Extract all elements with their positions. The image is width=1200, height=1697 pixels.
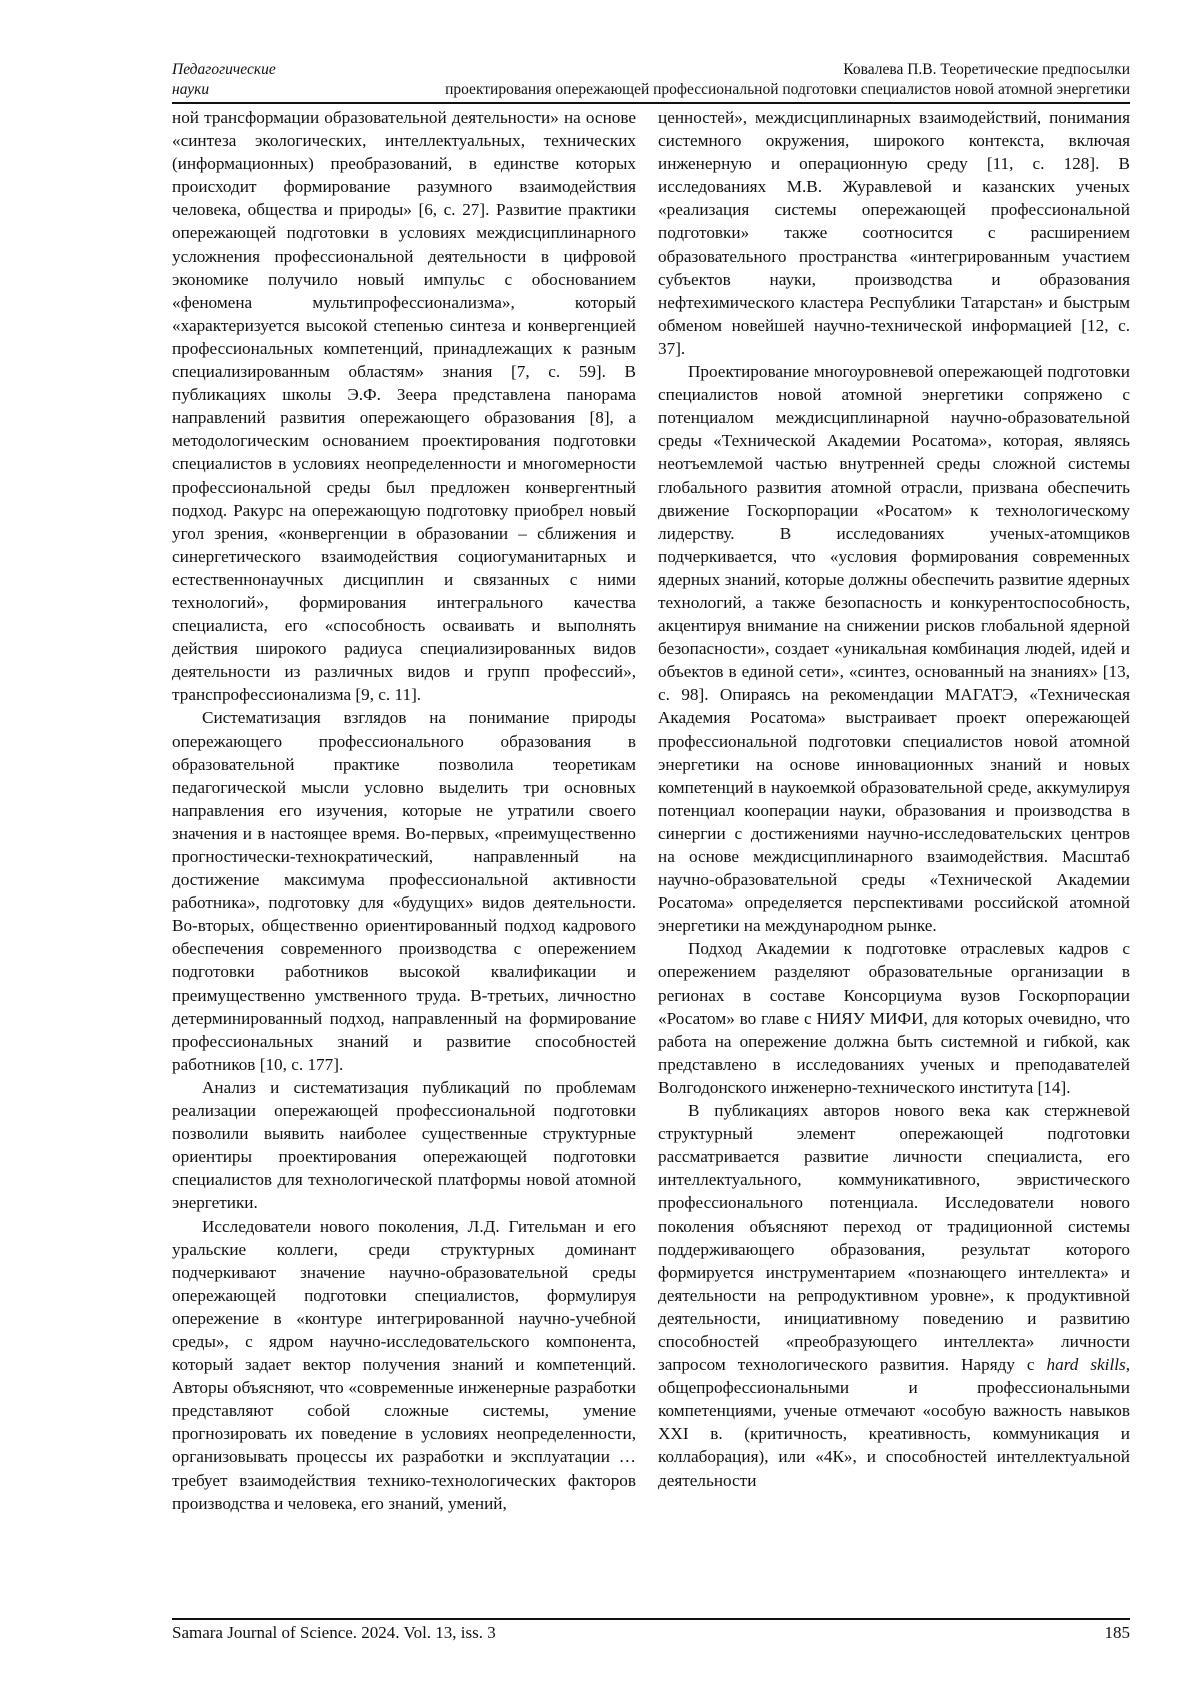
article-title-line1: Ковалева П.В. Теоретические предпосылки	[843, 61, 1130, 78]
paragraph-with-italic	[658, 1099, 1130, 1492]
right-column	[658, 106, 1130, 1492]
journal-citation: Samara Journal of Science. 2024. Vol. 13, iss. 3	[172, 1623, 496, 1642]
paragraph: Исследователи нового поколения, Л.Д. Гительман и его уральские коллеги, среди структурных доминант подчеркивают значение научно-образовательной среды опережающей подготовки специалистов, формулируя опережение в «контуре интегрированной научно-учебной среды», с ядром научно-исследовательского компонента, который задает вектор получения знаний и компетенций. Авторы объясняют, что «современные инженерные разработки представляют собой сложные системы, умение прогнозировать их поведение в условиях неопределенности, организовывать процессы их разработки и эксплуатации … требует взаимодействия технико-технологических факторов производства и человека, его знаний, умений,	[172, 1216, 636, 1513]
header-divider	[172, 102, 1130, 104]
paragraph: Анализ и систематизация публикаций по проблемам реализации опережающей профессиональной подготовки позволили выявить наиболее существенные структурные ориентиры проектирования опережающей подготовки специалистов для технологической платформы новой атомной энергетики.	[172, 1077, 636, 1213]
paragraph: Подход Академии к подготовке отраслевых кадров с опережением разделяют образовательные организации в регионах в составе Консорциума вузов Госкорпорации «Росатом» во главе с НИЯУ МИФИ, для которых очевидно, что работа на опережение должна быть системной и гибкой, как представлено в исследованиях ученых и преподавателей Волгодонского инженерно-технического института [14].	[658, 939, 1130, 1097]
left-column	[172, 106, 636, 1515]
footer-divider	[172, 1618, 1130, 1620]
paragraph: Проектирование многоуровневой опережающей подготовки специалистов новой атомной энергетики сопряжено с потенциалом междисциплинарной научно-образовательной среды «Технической Академии Росатома», которая, являясь неотъемлемой частью внутренней среды сложной системы глобального развития атомной отрасли, призвана обеспечить движение Госкорпорации «Росатом» к технологическому лидерству. В исследованиях ученых-атомщиков подчеркивается, что «условия формирования современных ядерных знаний, которые должны обеспечить развитие ядерных технологий, а также безопасность и конкурентоспособность, акцентируя внимание на снижении рисков глобальной ядерной безопасности», создает «уникальная комбинация людей, идей и объектов в единой сети», «синтез, основанный на знаниях» [13, с. 98]. Опираясь на рекомендации МАГАТЭ, «Техническая Академия Росатома» выстраивает проект опережающей профессиональной подготовки специалистов новой атомной энергетики на основе инновационных знаний и новых компетенций в наукоемкой образовательной среде, аккумулируя потенциал кооперации науки, образования и производства в синергии с достижениями научно-исследовательских центров на основе междисциплинарного взаимодействия. Масштаб научно-образовательной среды «Технической Академии Росатома» определяется перспективами российской атомной энергетики на международном рынке.	[658, 362, 1130, 936]
paragraph: ной трансформации образовательной деятельности» на основе «синтеза экологических, интеллектуальных, технических (информационных) преобразований, в единстве которых происходит формирование разумного взаимодействия человека, общества и природы» [6, с. 27]. Развитие практики опережающей подготовки в условиях междисциплинарного усложнения профессиональной деятельности в цифровой экономике получило новый импульс с обоснованием «феномена мультипрофессионализма», который «характеризуется высокой степенью синтеза и конвергенцией профессиональных компетенций, принадлежащих к разным специализированным областям» знания [7, с. 59]. В публикациях школы Э.Ф. Зеера представлена панорама направлений развития опережающего образования [8], а методологическим основанием проектирования подготовки специалистов в условиях неопределенности и многомерности профессиональной среды был предложен конвергентный подход. Ракурс на опережающую подготовку приобрел новый угол зрения, «конвергенции в образовании – сближения и синергетического взаимодействия социогуманитарных и естественнонаучных дисциплин и связанных с ними технологий», формирования интегрального качества специалиста, его «способность осваивать и выполнять действия широкого радиуса специализированных видов деятельности из различных видов и групп профессий», транспрофессионализма [9, с. 11].	[172, 108, 636, 705]
paragraph: Систематизация взглядов на понимание природы опережающего профессионального образования в образовательной практике позволила теоретикам педагогической мысли условно выделить три основных направления его изучения, которые не утратили своего значения и в настоящее время. Во-первых, «преимущественно прогностически-технократический, направленный на достижение максимума профессиональной активности работника», подготовку для «будущих» видов деятельности. Во-вторых, общественно ориентированный подход кадрового обеспечения современного производства с опережением подготовки работников высокой квалификации и преимущественно умственного труда. В-третьих, личностно детерминированный подход, направленный на формирование профессиональных знаний и развитие способностей работников [10, с. 177].	[172, 708, 636, 1074]
page-number: 185	[1104, 1623, 1130, 1642]
section-label	[172, 60, 276, 100]
paragraph-tail: , общепрофессиональными и профессиональными компетенциями, ученые отмечают «особую важность навыков XXI в. (критичность, креативность, коммуникация и коллаборация), или «4К», и способностей интеллектуальной деятельности	[658, 1355, 1130, 1490]
running-header	[172, 60, 1130, 106]
section-label-line1: Педагогические	[172, 61, 276, 78]
paragraph-text: В публикациях авторов нового века как стержневой структурный элемент опережающей подготовки рассматривается развитие личности специалиста, его интеллектуального, коммуникативного, эвристического профессионального потенциала. Исследователи нового поколения объясняют переход от традиционной системы поддерживающего образования, результат которого формируется инструментарием «познающего интеллекта» и деятельности на репродуктивном уровне», к продуктивной деятельности, инициативному поведению и развитию способностей «преобразующего интеллекта» личности запросом технологического развития. Наряду с	[658, 1101, 1130, 1375]
paragraph: ценностей», междисциплинарных взаимодействий, понимания системного окружения, широкого контекста, включая инженерную и операционную среду [11, с. 128]. В исследованиях М.В. Журавлевой и казанских ученых «реализация системы опережающей профессиональной подготовки» также соотносится с расширением образовательного пространства «интегрированным участием субъектов науки, производства и образования нефтехимического кластера Республики Татарстан» и быстрым обменом новейшей научно-технической информацией [12, с. 37].	[658, 108, 1130, 358]
italic-term: hard skills	[1046, 1355, 1126, 1375]
article-title-line2: проектирования опережающей профессиональной подготовки специалистов новой атомной энергетики	[445, 81, 1130, 98]
section-label-line2: науки	[172, 81, 210, 98]
